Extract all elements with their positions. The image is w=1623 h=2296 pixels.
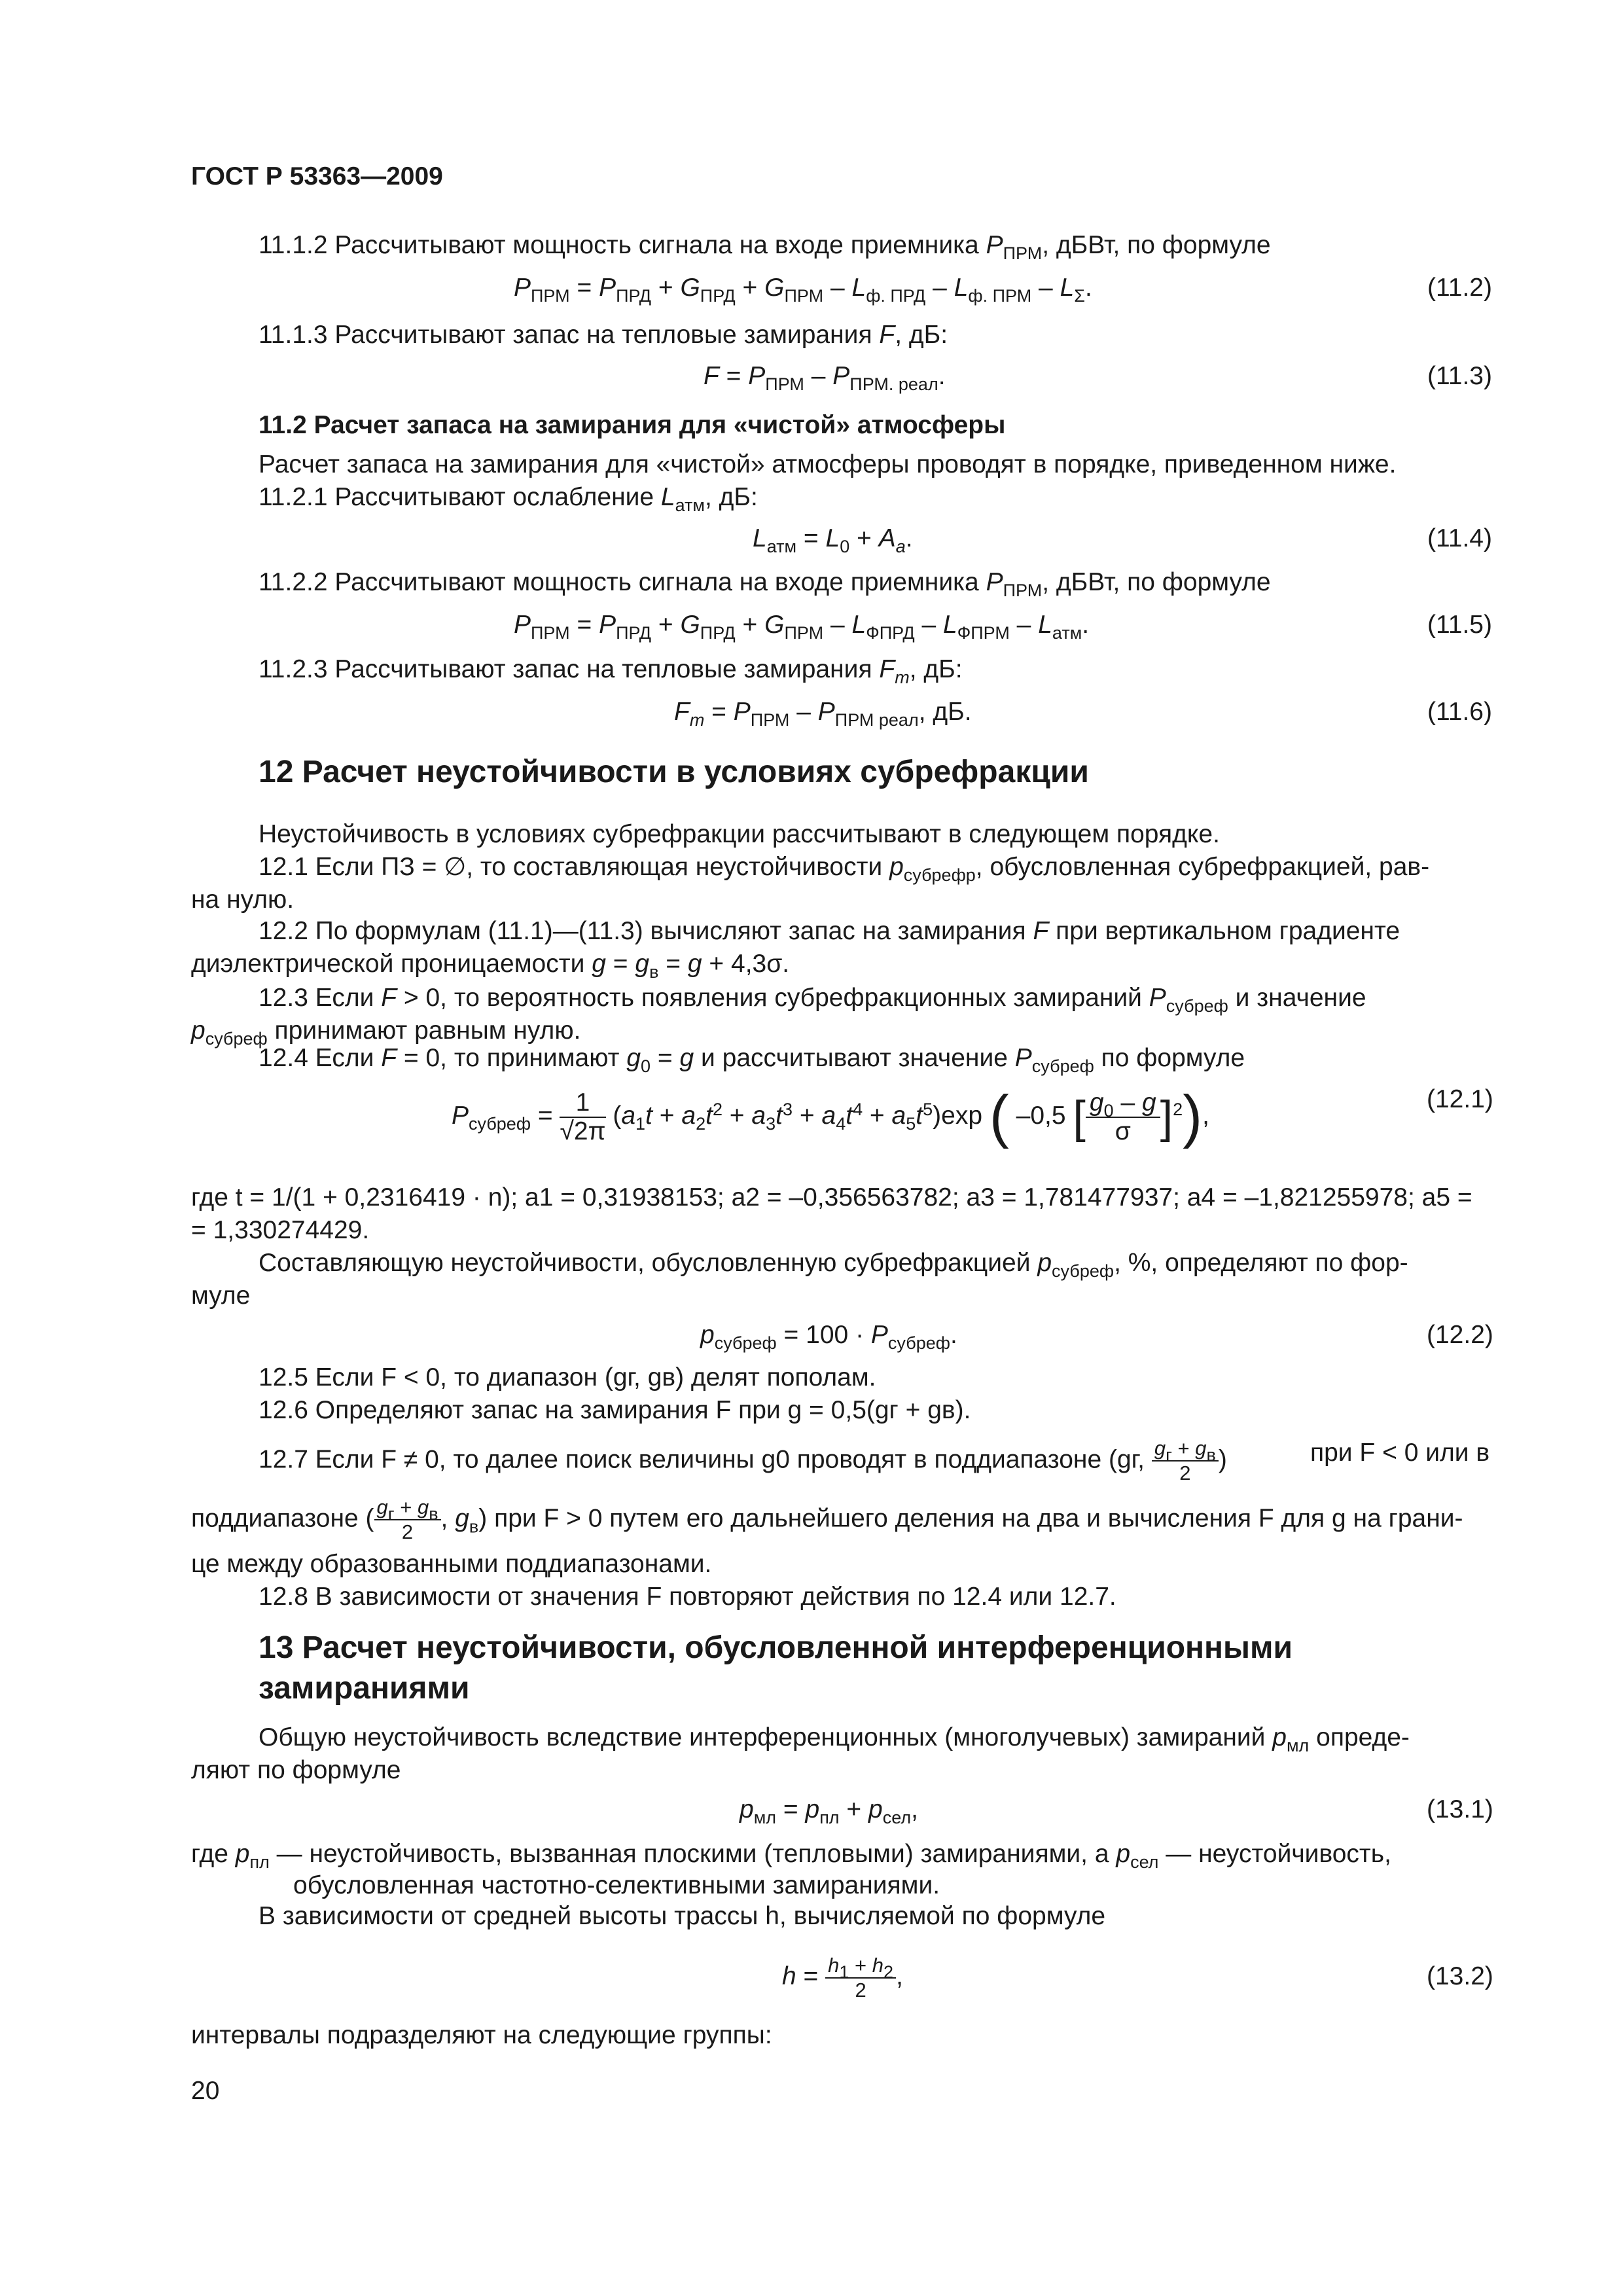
where-13-1: где $p_{пл}$ — неустойчивость, вызванная плоскими (тепловыми) замираниями, а $p_{сел}$ — неустойчивость, xyxy=(191,1840,1391,1872)
eq-number-12-2: (12.2) xyxy=(1427,1321,1493,1349)
para-13-3: интервалы подразделяют на следующие группы: xyxy=(191,2021,772,2049)
where-13-1-cont: обусловленная частотно-селективными замираниями. xyxy=(293,1871,940,1899)
para-12-7-cont: поддиапазоне ( $g_г + g_в$ 2 , $g_в$) при F > 0 путем его дальнейшего деления на два и вычисления F для g на грани- xyxy=(191,1496,1463,1543)
para-component: Составляющую неустойчивости, обусловленную субрефракцией $p_{субреф}$, %, определяют по фор- xyxy=(259,1249,1408,1281)
para-12-2-cont: диэлектрической проницаемости $g = g_в = g + 4,3\sigma$. xyxy=(191,950,790,982)
section-13-title-line2: замираниями xyxy=(259,1671,470,1706)
para-12-1-cont: на нулю. xyxy=(191,886,294,914)
document-header: ГОСТ Р 53363—2009 xyxy=(191,162,443,190)
para-12-1: 12.1 Если ПЗ = ∅, то составляющая неустойчивости $p_{субрефр}$, обусловленная субрефракцией, рав- xyxy=(259,853,1430,885)
section-12-title: 12 Расчет неустойчивости в условиях субрефракции xyxy=(259,755,1089,789)
eq-number-11-2: (11.2) xyxy=(1427,274,1492,302)
where-12-1-line2: = 1,330274429. xyxy=(191,1216,370,1244)
section-11-2-intro: Расчет запаса на замирания для «чистой» атмосферы проводят в порядке, приведенном ниже. xyxy=(259,450,1397,478)
para-12-7-tail: при F < 0 или в xyxy=(1310,1439,1490,1467)
eq-number-13-1: (13.1) xyxy=(1427,1795,1493,1823)
para-12-3: 12.3 Если F > 0, то вероятность появления субрефракционных замираний $P_{субреф}$ и значение xyxy=(259,984,1366,1016)
para-11-2-1: 11.2.1 Рассчитывают ослабление $L_{атм}$, дБ: xyxy=(259,483,758,515)
eq-number-11-4: (11.4) xyxy=(1427,524,1492,552)
formula-11-6: $F_m = P_{ПРМ} - P_{ПРМ реал}$, дБ. xyxy=(674,698,972,730)
section-11-2-title: 11.2 Расчет запаса на замирания для «чистой» атмосферы xyxy=(259,411,1006,439)
para-12-7: 12.7 Если F ≠ 0, то далее поиск величины g0 проводят в поддиапазоне (gг, $g_г + g_в$ 2 ) xyxy=(259,1437,1227,1484)
formula-12-1: $P_{субреф}$ = $\frac{1}{√2\pi}$ $(a_1t + a_2t^2 + a_3t^3 + a_4t^4 + a_5t^5)\exp$ ( –0,5 [ $\frac{g_0 - g}{\sigma}$ ]$^2$), xyxy=(452,1084,1209,1150)
eq-number-11-6: (11.6) xyxy=(1427,698,1492,726)
para-11-2-2: 11.2.2 Рассчитывают мощность сигнала на входе приемника $P_{ПРМ}$, дБВт, по формуле xyxy=(259,568,1271,600)
formula-11-5: $P_{ПРМ} = P_{ПРД} + G_{ПРД} + G_{ПРМ} - L_{ФПРД} - L_{ФПРМ} - L_{атм}$. xyxy=(514,611,1090,643)
para-12-6: 12.6 Определяют запас на замирания F при g = 0,5(gг + gв). xyxy=(259,1396,971,1424)
formula-13-1: $p_{мл} = p_{пл} + p_{сел}$, xyxy=(740,1795,918,1827)
para-13-2: В зависимости от средней высоты трассы h, вычисляемой по формуле xyxy=(259,1902,1106,1930)
para-12-5: 12.5 Если F < 0, то диапазон (gг, gв) делят пополам. xyxy=(259,1363,876,1391)
para-13-1: Общую неустойчивость вследствие интерференционных (многолучевых) замираний $p_{мл}$ опреде- xyxy=(259,1723,1410,1755)
para-12-3-cont: $p_{субреф}$ принимают равным нулю. xyxy=(191,1016,581,1049)
para-11-2-3: 11.2.3 Рассчитывают запас на тепловые замирания $F_m$, дБ: xyxy=(259,655,963,687)
section-12-intro: Неустойчивость в условиях субрефракции рассчитывают в следующем порядке. xyxy=(259,820,1220,848)
formula-11-2: $P_{ПРМ} = P_{ПРД} + G_{ПРД} + G_{ПРМ} - L_{ф. ПРД} - L_{ф. ПРМ} - L_\Sigma$. xyxy=(514,274,1092,306)
para-12-4: 12.4 Если F = 0, то принимают $g_0 = g$ и рассчитывают значение $P_{субреф}$ по формуле xyxy=(259,1044,1245,1076)
formula-11-4: $L_{атм} = L_0 + A_a$. xyxy=(753,524,913,556)
para-12-8: 12.8 В зависимости от значения F повторяют действия по 12.4 или 12.7. xyxy=(259,1583,1116,1611)
eq-number-11-5: (11.5) xyxy=(1427,611,1492,639)
section-13-title-line1: 13 Расчет неустойчивости, обусловленной интерференционными xyxy=(259,1630,1293,1665)
para-11-1-2: 11.1.2 Рассчитывают мощность сигнала на входе приемника $P_{ПРМ}$, дБВт, по формуле xyxy=(259,231,1271,263)
page-number: 20 xyxy=(191,2077,220,2105)
eq-number-13-2: (13.2) xyxy=(1427,1962,1493,1990)
para-12-7-end: це между образованными поддиапазонами. xyxy=(191,1550,712,1578)
formula-11-3: $F = P_{ПРМ} - P_{ПРМ. реал}$. xyxy=(704,362,946,394)
para-11-1-3: 11.1.3 Рассчитывают запас на тепловые замирания F, дБ: xyxy=(259,321,948,349)
formula-13-2: h = $\frac{h_1 + h_2}{2}$ , xyxy=(782,1953,903,2001)
eq-number-12-1: (12.1) xyxy=(1427,1085,1493,1113)
formula-12-2: $p_{субреф} = 100 \cdot P_{субреф}$. xyxy=(700,1321,957,1353)
eq-number-11-3: (11.3) xyxy=(1427,362,1492,390)
para-13-1-cont: ляют по формуле xyxy=(191,1756,401,1784)
where-12-1-line1: где t = 1/(1 + 0,2316419 · n); a1 = 0,31938153; a2 = –0,356563782; a3 = 1,781477937; a4 = –1,821255978; a5 = xyxy=(191,1183,1472,1211)
para-12-2: 12.2 По формулам (11.1)—(11.3) вычисляют запас на замирания F при вертикальном градиенте xyxy=(259,917,1400,945)
para-component-cont: муле xyxy=(191,1282,251,1310)
